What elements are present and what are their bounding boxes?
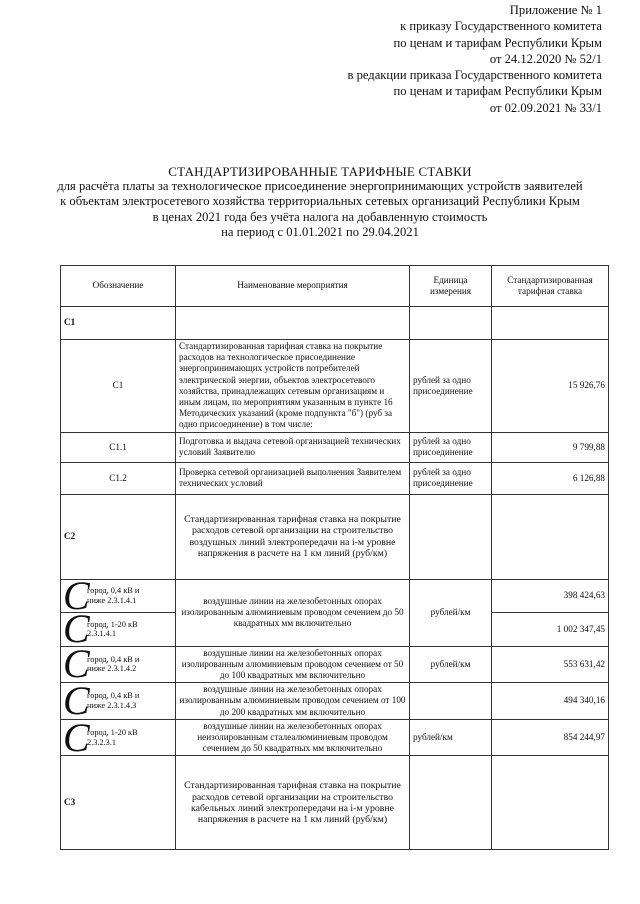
row-rate: 494 340,16 [492,683,609,720]
row-code [61,678,176,724]
header-unit: Единица измерения [410,266,492,307]
row-rate: 6 126,88 [492,462,609,494]
row-unit: рублей/км [410,646,492,683]
row-rate: 9 799,88 [492,432,609,462]
row-code: C1.2 [61,462,176,494]
row-code-text: город, 0,4 кВ и ниже 2.3.1.4.1 [87,586,140,605]
row-code [61,714,176,760]
row-name: воздушные линии на железобетонных опорах изолированным алюминиевым проводом сечением от 100 до 200 квадратных мм включительно [176,683,410,720]
title-sub: для расчёта платы за технологическое присоединение энергопринимающих устройств заявителей [57,179,583,194]
row-code: C1 [61,307,176,340]
row-unit: рублей за одно присоединение [410,432,492,462]
row-unit [410,683,492,720]
row-name: Стандартизированная тарифная ставка на покрытие расходов на технологическое присоединение энергопринимающих устройств потребителей электрической энергии, объектов электросетевого хозяйства, принадлежащих сетевым организациям и иным лицам, по мероприятиям указанным в пункте 16 Методических указаний (кроме подпункта "б") (руб за одно присоединение) в том числе: [176,340,410,433]
row-name: воздушные линии на железобетонных опорах неизолированным сталеалюминиевым проводом сечением до 50 квадратных мм включительно [176,719,410,756]
row-name: Стандартизированная тарифная ставка на покрытие расходов сетевой организации на строительство кабельных линий электропередачи на i-м уровне напряжения в расчете на 1 км линий (руб/км) [176,756,410,850]
document-header [347,2,602,116]
row-symbol: C [63,572,90,618]
table-row [61,646,609,683]
row-symbol: C [63,714,90,760]
title-main: СТАНДАРТИЗИРОВАННЫЕ ТАРИФНЫЕ СТАВКИ [168,164,472,179]
document-title [0,164,640,240]
row-code: C1 [61,340,176,433]
row-name: Подготовка и выдача сетевой организацией технических условий Заявителю [176,432,410,462]
row-unit: рублей/км [410,579,492,646]
table-header-row [61,266,609,307]
row-rate: 398 424,63 [492,579,609,612]
row-code-text: город, 0,4 кВ и ниже 2.3.1.4.3 [87,691,140,711]
header-designation: Обозначение [61,266,176,307]
title-sub: на период с 01.01.2021 по 29.04.2021 [221,224,419,239]
header-name: Наименование мероприятия [176,266,410,307]
table-row [61,432,609,462]
header-line: от 24.12.2020 № 52/1 [489,51,602,66]
row-unit: рублей/км [410,719,492,756]
row-unit: рублей за одно присоединение [410,462,492,494]
table-row [61,307,609,340]
row-rate: 854 244,97 [492,719,609,756]
row-name: Проверка сетевой организацией выполнения Заявителем технических условий [176,462,410,494]
table-row [61,494,609,579]
row-name: Стандартизированная тарифная ставка на покрытие расходов сетевой организации на строительство воздушных линий электропередачи на i-м уровне напряжения в расчете на 1 км линий (руб/км) [176,494,410,579]
title-sub: к объектам электросетевого хозяйства территориальных сетевых организаций Республики Крым [60,194,580,209]
row-code: C2 [61,494,176,579]
row-rate: 15 926,76 [492,340,609,433]
row-name: воздушные линии на железобетонных опорах изолированным алюминиевым проводом сечением до 50 квадратных мм включительно [176,579,410,646]
row-symbol: C [63,606,90,652]
row-symbol: C [63,641,90,687]
header-line: от 02.09.2021 № 33/1 [489,100,602,115]
header-line: по ценам и тарифам Республики Крым [393,35,602,50]
row-code-text: город, 1-20 кВ 2.3.1.4.1 [87,619,138,639]
table-row [61,579,609,612]
row-rate: 553 631,42 [492,646,609,683]
row-symbol: C [63,678,90,724]
row-unit: рублей за одно присоединение [410,340,492,433]
row-rate: 1 002 347,45 [492,612,609,646]
title-sub: в ценах 2021 года без учёта налога на добавленную стоимость [152,209,488,224]
header-rate: Стандартизированная тарифная ставка [492,266,609,307]
header-line: к приказу Государственного комитета [400,19,602,34]
table-row [61,756,609,850]
row-name: воздушные линии на железобетонных опорах изолированным алюминиевым проводом сечением от 50 до 100 квадратных мм включительно [176,646,410,683]
row-code-text: город, 1-20 кВ 2.3.2.3.1 [87,728,138,747]
table-row [61,462,609,494]
row-code-text: город, 0,4 кВ и ниже 2.3.1.4.2 [87,654,140,674]
table-row [61,719,609,756]
table-row [61,683,609,720]
header-line: Приложение № 1 [509,3,602,17]
header-line: в редакции приказа Государственного комитета [347,68,602,83]
tariff-table [60,265,609,850]
row-code: C1.1 [61,432,176,462]
header-line: по ценам и тарифам Республики Крым [393,84,602,99]
table-row [61,340,609,433]
row-code: C3 [61,756,176,850]
